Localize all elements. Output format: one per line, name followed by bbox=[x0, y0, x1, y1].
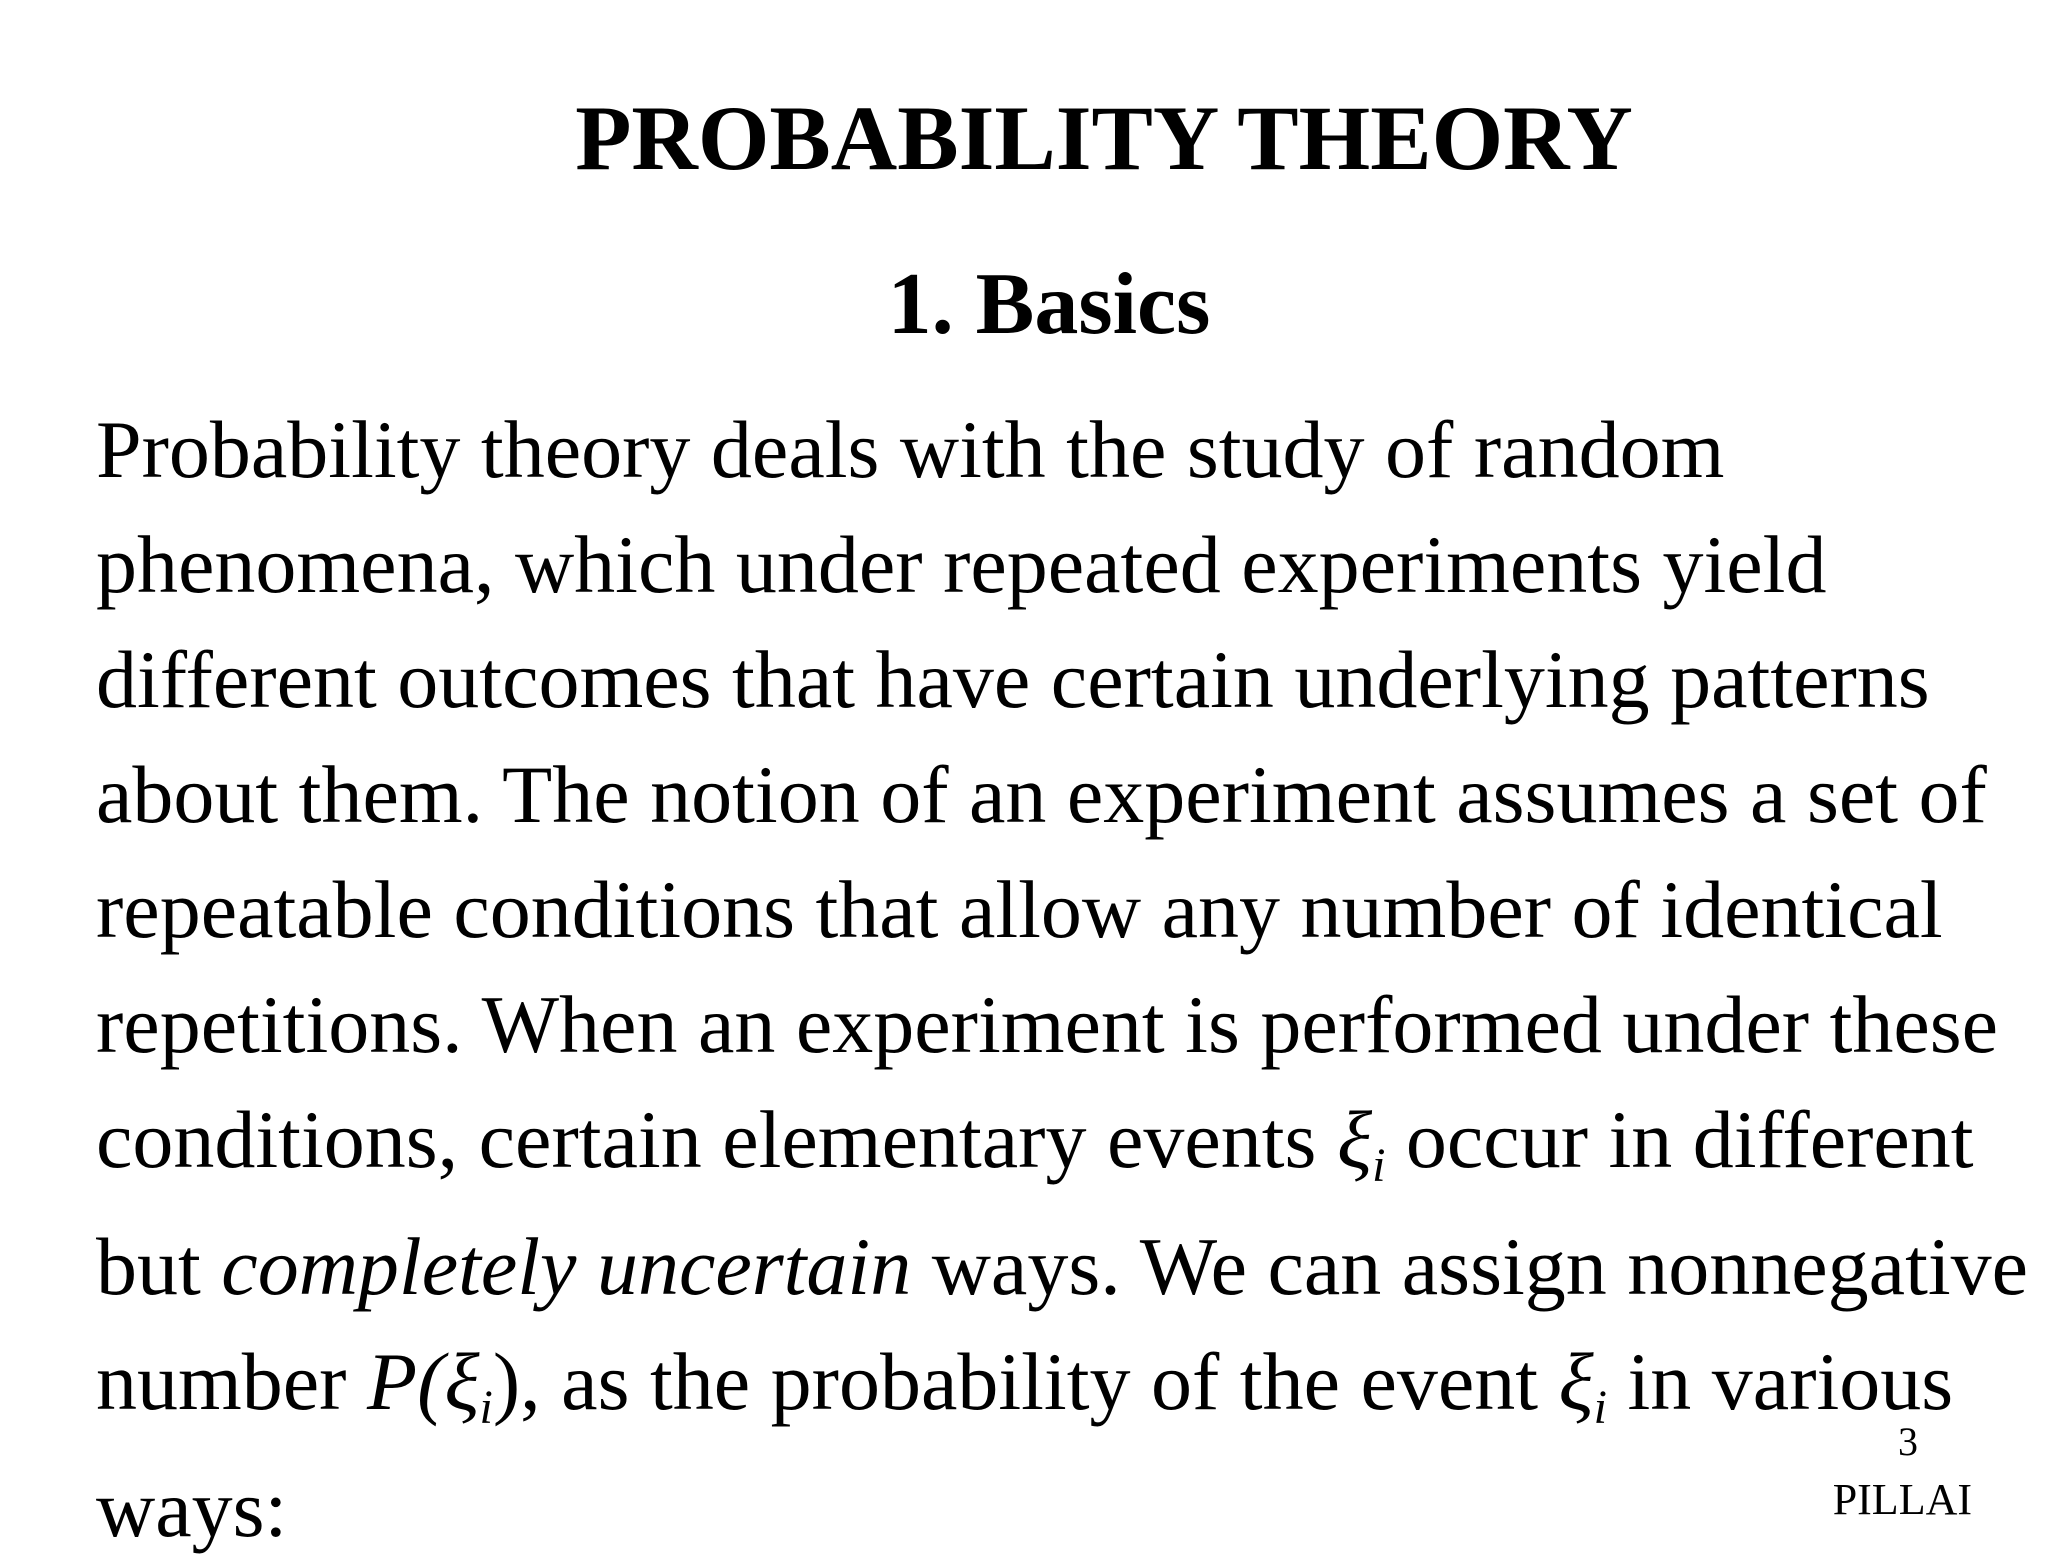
xi-symbol-3: ξ bbox=[1558, 1336, 1594, 1427]
body-paragraph bbox=[96, 392, 2029, 1566]
line-8-text-before: but bbox=[96, 1221, 222, 1312]
section-heading: 1. Basics bbox=[887, 256, 1211, 353]
paragraph-line-6: repetitions. When an experiment is performed under these bbox=[96, 979, 1999, 1070]
paragraph-line-8 bbox=[96, 1209, 2029, 1324]
paragraph-line-9 bbox=[96, 1324, 2026, 1451]
line-7-text-before: conditions, certain elementary events bbox=[96, 1094, 1337, 1185]
line-9-text-before: number bbox=[96, 1336, 367, 1427]
paragraph-line-10: ways: bbox=[96, 1463, 288, 1554]
probability-function-close: ), bbox=[492, 1336, 541, 1427]
paragraph-line-2: phenomena, which under repeated experiments yield bbox=[96, 519, 1827, 610]
xi-subscript-3: i bbox=[1593, 1381, 1608, 1434]
paragraph-line-5: repeatable conditions that allow any number of identical bbox=[96, 864, 1943, 955]
probability-function-open: P( bbox=[366, 1336, 445, 1427]
xi-subscript-2: i bbox=[479, 1381, 493, 1434]
line-9-text-middle: as the probability of the event bbox=[540, 1336, 1559, 1427]
xi-symbol: ξ bbox=[1336, 1094, 1373, 1185]
emphasized-phrase: completely uncertain bbox=[221, 1221, 912, 1312]
slide-title: PROBABILITY THEORY bbox=[575, 87, 1633, 189]
line-9-text-after: in various bbox=[1607, 1336, 1954, 1427]
paragraph-line-3: different outcomes that have certain underlying patterns bbox=[96, 634, 1930, 725]
paragraph-line-7 bbox=[96, 1082, 2026, 1209]
xi-symbol-2: ξ bbox=[444, 1336, 480, 1427]
xi-subscript: i bbox=[1372, 1139, 1386, 1192]
paragraph-line-4: about them. The notion of an experiment assumes a set of bbox=[96, 749, 1987, 840]
author-footer: PILLAI bbox=[1832, 1475, 1972, 1524]
line-7-text-after: occur in different bbox=[1385, 1094, 1974, 1185]
paragraph-line-1: Probability theory deals with the study of random bbox=[96, 404, 1725, 495]
page-number: 3 bbox=[1898, 1419, 1918, 1464]
line-8-text-after: ways. We can assign nonnegative bbox=[911, 1221, 2029, 1312]
